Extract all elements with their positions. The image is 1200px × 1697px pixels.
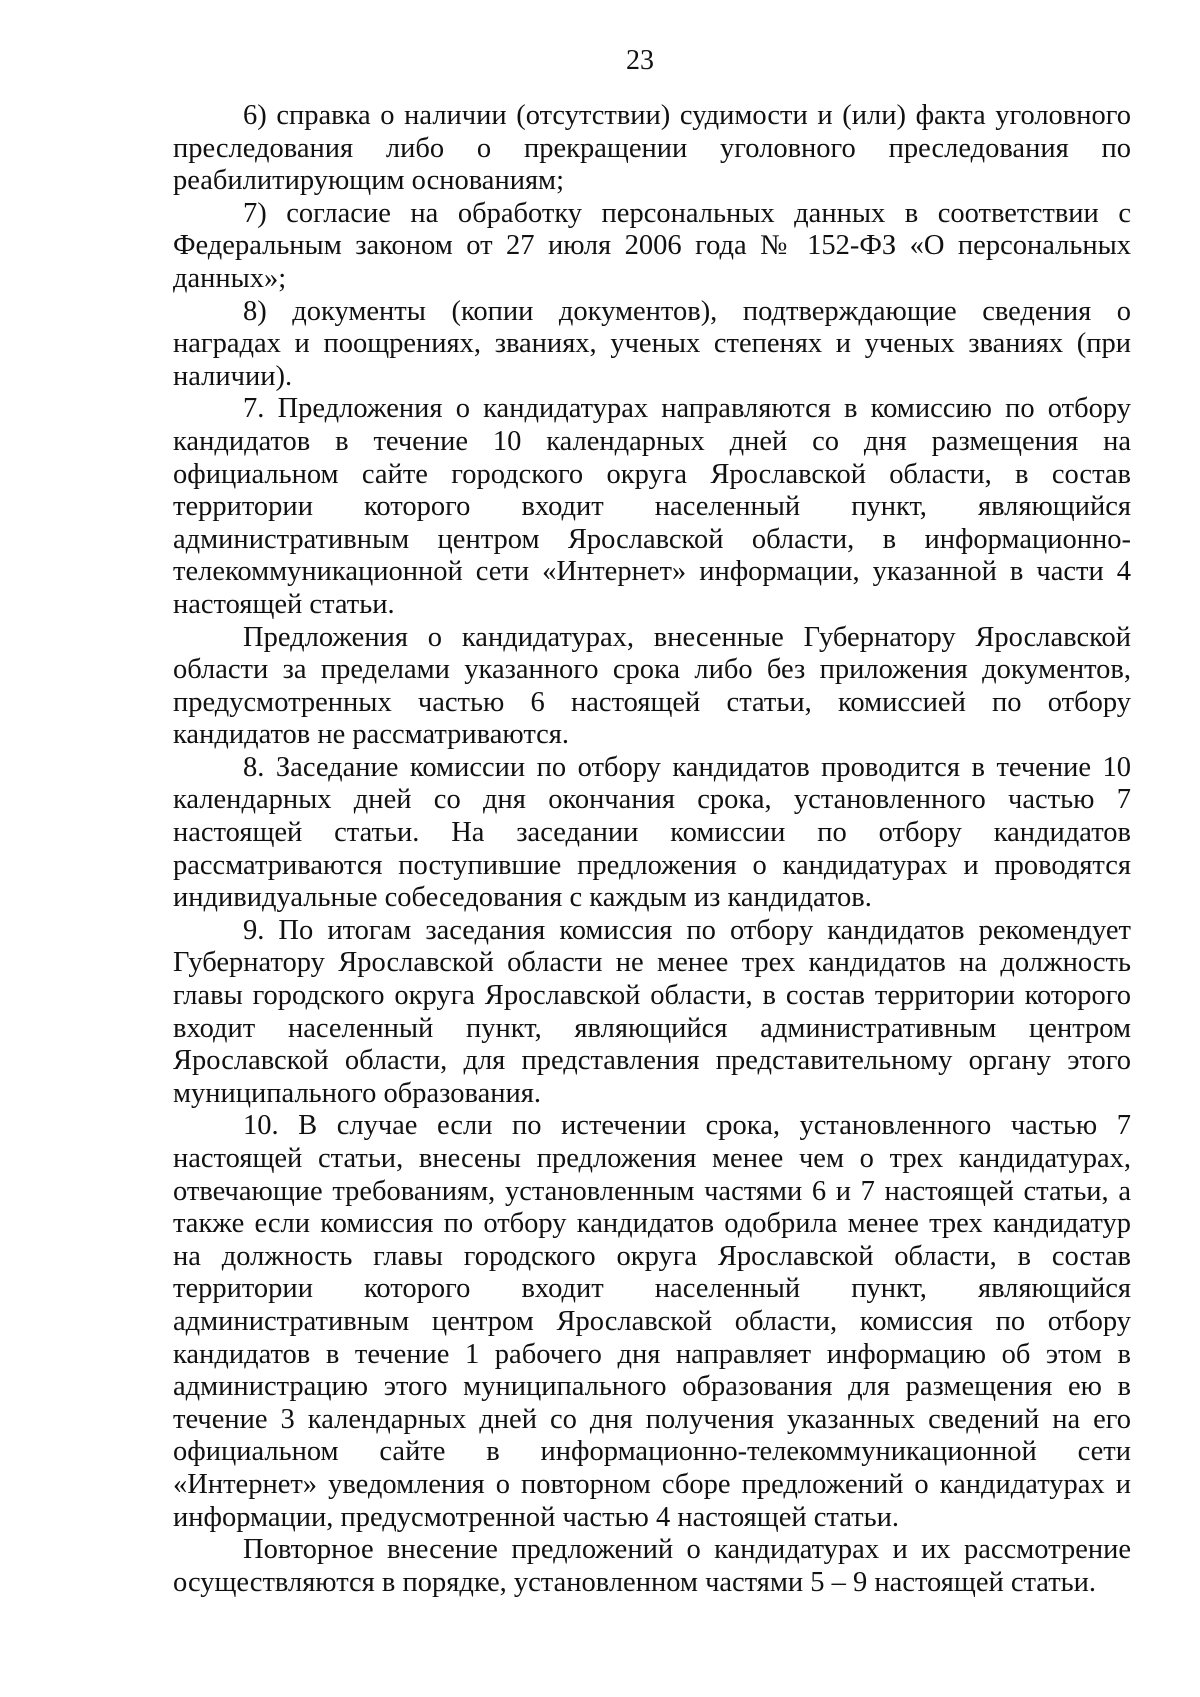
paragraph-part-10-continued: Повторное внесение предложений о кандидатурах и их рассмотрение осуществляются в порядке, установленном частями 5 – 9 настоящей статьи. bbox=[173, 1534, 1131, 1598]
paragraph-item-8: 8) документы (копии документов), подтверждающие сведения о наградах и поощрениях, званиях, ученых степенях и ученых званиях (при наличии). bbox=[173, 295, 1131, 392]
paragraph-part-9: 9. По итогам заседания комиссия по отбору кандидатов рекомендует Губернатору Ярославской области не менее трех кандидатов на должность главы городского округа Ярославской области, в состав территории которого входит населенный пункт, являющийся административным центром Ярославской области, для представления представительному органу этого муниципального образования. bbox=[173, 914, 1131, 1109]
document-body bbox=[173, 100, 1131, 1599]
paragraph-item-7: 7) согласие на обработку персональных данных в соответствии с Федеральным законом от 27 июля 2006 года № 152-ФЗ «О персональных данных»; bbox=[173, 197, 1131, 294]
page-number: 23 bbox=[626, 45, 654, 76]
paragraph-part-10: 10. В случае если по истечении срока, установленного частью 7 настоящей статьи, внесены предложения менее чем о трех кандидатурах, отвечающие требованиям, установленным частями 6 и 7 настоящей статьи, а также если комиссия по отбору кандидатов одобрила менее трех кандидатур на должность главы городского округа Ярославской области, в состав территории которого входит населенный пункт, являющийся административным центром Ярославской области, комиссия по отбору кандидатов в течение 1 рабочего дня направляет информацию об этом в администрацию этого муниципального образования для размещения ею в течение 3 календарных дней со дня получения указанных сведений на его официальном сайте в информационно-телекоммуникационной сети «Интернет» уведомления о повторном сборе предложений о кандидатурах и информации, предусмотренной частью 4 настоящей статьи. bbox=[173, 1110, 1131, 1533]
paragraph-part-7: 7. Предложения о кандидатурах направляются в комиссию по отбору кандидатов в течение 10 календарных дней со дня размещения на официальном сайте городского округа Ярославской области, в состав территории которого входит населенный пункт, являющийся административным центром Ярославской области, в информационно-телекоммуникационной сети «Интернет» информации, указанной в части 4 настоящей статьи. bbox=[173, 393, 1131, 620]
paragraph-part-7-continued: Предложения о кандидатурах, внесенные Губернатору Ярославской области за пределами указанного срока либо без приложения документов, предусмотренных частью 6 настоящей статьи, комиссией по отбору кандидатов не рассматриваются. bbox=[173, 621, 1131, 751]
paragraph-item-6: 6) справка о наличии (отсутствии) судимости и (или) факта уголовного преследования либо о прекращении уголовного преследования по реабилитирующим основаниям; bbox=[173, 100, 1131, 197]
paragraph-part-8: 8. Заседание комиссии по отбору кандидатов проводится в течение 10 календарных дней со дня окончания срока, установленного частью 7 настоящей статьи. На заседании комиссии по отбору кандидатов рассматриваются поступившие предложения о кандидатурах и проводятся индивидуальные собеседования с каждым из кандидатов. bbox=[173, 751, 1131, 914]
